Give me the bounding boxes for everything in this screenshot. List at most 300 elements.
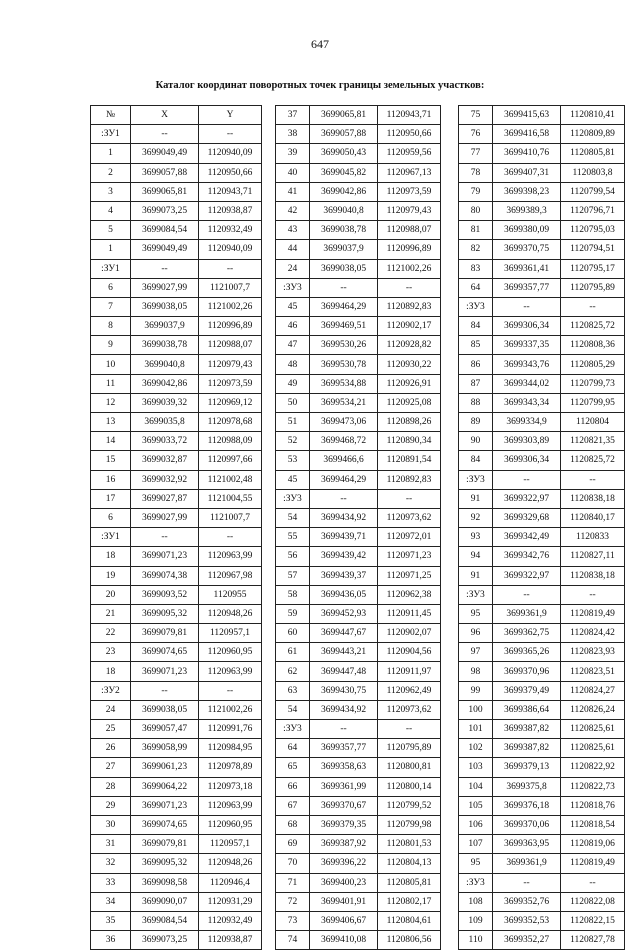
- y-coordinate-cell: 1120795,03: [561, 221, 625, 240]
- point-number-cell: 90: [459, 432, 493, 451]
- point-number-cell: 7: [91, 297, 131, 316]
- x-coordinate-cell: 3699050,43: [310, 144, 378, 163]
- table-row: [276, 681, 441, 700]
- point-number-cell: 82: [459, 240, 493, 259]
- y-coordinate-cell: 1121002,26: [378, 259, 441, 278]
- table-row: [459, 815, 625, 834]
- point-number-cell: :ЗУ1: [91, 125, 131, 144]
- point-number-cell: 46: [276, 317, 310, 336]
- y-coordinate-cell: 1120979,43: [199, 355, 262, 374]
- y-coordinate-cell: 1120963,99: [199, 547, 262, 566]
- x-coordinate-cell: 3699038,05: [131, 297, 199, 316]
- table-row: [459, 931, 625, 950]
- x-coordinate-cell: 3699352,53: [493, 911, 561, 930]
- table-row: [91, 643, 262, 662]
- y-coordinate-cell: 1120804,13: [378, 854, 441, 873]
- x-coordinate-cell: 3699074,65: [131, 643, 199, 662]
- x-coordinate-cell: 3699473,06: [310, 413, 378, 432]
- x-coordinate-cell: 3699370,96: [493, 662, 561, 681]
- y-coordinate-cell: 1120971,25: [378, 566, 441, 585]
- point-number-cell: 24: [91, 700, 131, 719]
- point-number-cell: 51: [276, 413, 310, 432]
- table-row: [459, 547, 625, 566]
- table-row: [276, 547, 441, 566]
- x-coordinate-cell: 3699049,49: [131, 144, 199, 163]
- x-coordinate-cell: 3699084,54: [131, 911, 199, 930]
- x-coordinate-cell: 3699064,22: [131, 777, 199, 796]
- table-row: [91, 911, 262, 930]
- table-row: [91, 700, 262, 719]
- table-row: [459, 528, 625, 547]
- y-coordinate-cell: 1120892,83: [378, 470, 441, 489]
- x-coordinate-cell: 3699387,92: [310, 835, 378, 854]
- point-number-cell: 13: [91, 413, 131, 432]
- table-row: [91, 854, 262, 873]
- x-coordinate-cell: 3699410,76: [493, 144, 561, 163]
- header-x: X: [131, 106, 199, 125]
- x-coordinate-cell: --: [310, 278, 378, 297]
- table-row: [91, 604, 262, 623]
- x-coordinate-cell: 3699343,34: [493, 393, 561, 412]
- y-coordinate-cell: 1120962,38: [378, 585, 441, 604]
- y-coordinate-cell: 1120802,17: [378, 892, 441, 911]
- table-row: [459, 700, 625, 719]
- y-coordinate-cell: 1120799,98: [378, 815, 441, 834]
- x-coordinate-cell: 3699352,27: [493, 931, 561, 950]
- point-number-cell: 64: [459, 278, 493, 297]
- point-number-cell: 49: [276, 374, 310, 393]
- x-coordinate-cell: 3699343,76: [493, 355, 561, 374]
- y-coordinate-cell: 1120943,71: [378, 106, 441, 125]
- y-coordinate-cell: 1120969,12: [199, 393, 262, 412]
- y-coordinate-cell: 1120940,09: [199, 144, 262, 163]
- point-number-cell: 70: [276, 854, 310, 873]
- table-row: [276, 432, 441, 451]
- point-number-cell: :ЗУ1: [91, 259, 131, 278]
- y-coordinate-cell: 1120824,42: [561, 624, 625, 643]
- point-number-cell: 43: [276, 221, 310, 240]
- table-row: [459, 432, 625, 451]
- table-row: [276, 182, 441, 201]
- parcel-header-row: [459, 585, 625, 604]
- point-number-cell: 34: [91, 892, 131, 911]
- x-coordinate-cell: 3699439,37: [310, 566, 378, 585]
- x-coordinate-cell: 3699322,97: [493, 566, 561, 585]
- y-coordinate-cell: 1120997,66: [199, 451, 262, 470]
- table-row: [91, 374, 262, 393]
- point-number-cell: 52: [276, 432, 310, 451]
- point-number-cell: 8: [91, 317, 131, 336]
- table-row: [276, 758, 441, 777]
- point-number-cell: 16: [91, 470, 131, 489]
- x-coordinate-cell: 3699434,92: [310, 508, 378, 527]
- x-coordinate-cell: 3699038,78: [310, 221, 378, 240]
- x-coordinate-cell: 3699040,8: [310, 201, 378, 220]
- point-number-cell: 84: [459, 317, 493, 336]
- point-number-cell: 29: [91, 796, 131, 815]
- y-coordinate-cell: --: [561, 470, 625, 489]
- y-coordinate-cell: 1120957,1: [199, 835, 262, 854]
- y-coordinate-cell: --: [199, 528, 262, 547]
- y-coordinate-cell: 1120978,68: [199, 413, 262, 432]
- x-coordinate-cell: 3699396,22: [310, 854, 378, 873]
- x-coordinate-cell: 3699032,87: [131, 451, 199, 470]
- page-number: 647: [311, 37, 329, 51]
- x-coordinate-cell: 3699038,05: [310, 259, 378, 278]
- x-coordinate-cell: 3699380,09: [493, 221, 561, 240]
- y-coordinate-cell: 1120911,97: [378, 662, 441, 681]
- header-no: №: [91, 106, 131, 125]
- x-coordinate-cell: 3699079,81: [131, 835, 199, 854]
- x-coordinate-cell: 3699410,08: [310, 931, 378, 950]
- point-number-cell: :ЗУ3: [276, 720, 310, 739]
- y-coordinate-cell: 1120925,08: [378, 393, 441, 412]
- table-row: [91, 739, 262, 758]
- table-row: [459, 374, 625, 393]
- y-coordinate-cell: 1120825,61: [561, 720, 625, 739]
- y-coordinate-cell: 1120795,89: [378, 739, 441, 758]
- y-coordinate-cell: --: [378, 278, 441, 297]
- x-coordinate-cell: 3699530,26: [310, 336, 378, 355]
- y-coordinate-cell: 1120946,4: [199, 873, 262, 892]
- point-number-cell: 19: [91, 566, 131, 585]
- x-coordinate-cell: --: [493, 873, 561, 892]
- table-row: [459, 508, 625, 527]
- point-number-cell: 45: [276, 297, 310, 316]
- point-number-cell: 14: [91, 432, 131, 451]
- table-row: [91, 777, 262, 796]
- point-number-cell: 96: [459, 624, 493, 643]
- x-coordinate-cell: 3699334,9: [493, 413, 561, 432]
- point-number-cell: 95: [459, 604, 493, 623]
- x-coordinate-cell: --: [310, 720, 378, 739]
- point-number-cell: 20: [91, 585, 131, 604]
- point-number-cell: 94: [459, 547, 493, 566]
- x-coordinate-cell: 3699361,9: [493, 854, 561, 873]
- point-number-cell: 77: [459, 144, 493, 163]
- table-row: [459, 336, 625, 355]
- y-coordinate-cell: 1120963,99: [199, 662, 262, 681]
- x-coordinate-cell: 3699361,99: [310, 777, 378, 796]
- point-number-cell: 63: [276, 681, 310, 700]
- parcel-header-row: [276, 278, 441, 297]
- y-coordinate-cell: 1120991,76: [199, 720, 262, 739]
- point-number-cell: :ЗУ3: [459, 585, 493, 604]
- y-coordinate-cell: 1120911,45: [378, 604, 441, 623]
- x-coordinate-cell: 3699057,47: [131, 720, 199, 739]
- point-number-cell: 80: [459, 201, 493, 220]
- x-coordinate-cell: 3699439,71: [310, 528, 378, 547]
- table-row: [91, 489, 262, 508]
- table-row: [276, 508, 441, 527]
- y-coordinate-cell: 1120950,66: [199, 163, 262, 182]
- point-number-cell: 98: [459, 662, 493, 681]
- x-coordinate-cell: 3699071,23: [131, 796, 199, 815]
- point-number-cell: 100: [459, 700, 493, 719]
- point-number-cell: 64: [276, 739, 310, 758]
- table-row: [459, 566, 625, 585]
- point-number-cell: 27: [91, 758, 131, 777]
- y-coordinate-cell: --: [561, 585, 625, 604]
- y-coordinate-cell: 1120800,81: [378, 758, 441, 777]
- table-row: [459, 182, 625, 201]
- x-coordinate-cell: 3699071,23: [131, 547, 199, 566]
- y-coordinate-cell: 1120833: [561, 528, 625, 547]
- x-coordinate-cell: 3699443,21: [310, 643, 378, 662]
- point-number-cell: 68: [276, 815, 310, 834]
- point-number-cell: 92: [459, 508, 493, 527]
- table-row: [459, 393, 625, 412]
- coordinates-table-column-2: [275, 105, 441, 950]
- table-row: [459, 758, 625, 777]
- parcel-header-row: [276, 720, 441, 739]
- point-number-cell: 6: [91, 278, 131, 297]
- x-coordinate-cell: 3699387,82: [493, 739, 561, 758]
- y-coordinate-cell: 1120822,73: [561, 777, 625, 796]
- point-number-cell: :ЗУ3: [276, 278, 310, 297]
- point-number-cell: 83: [459, 259, 493, 278]
- table-row: [91, 508, 262, 527]
- y-coordinate-cell: 1120822,92: [561, 758, 625, 777]
- table-row: [459, 796, 625, 815]
- table-row: [459, 144, 625, 163]
- x-coordinate-cell: 3699468,72: [310, 432, 378, 451]
- table-row: [91, 278, 262, 297]
- x-coordinate-cell: 3699095,32: [131, 854, 199, 873]
- point-number-cell: 60: [276, 624, 310, 643]
- y-coordinate-cell: 1120928,82: [378, 336, 441, 355]
- y-coordinate-cell: 1120809,89: [561, 125, 625, 144]
- point-number-cell: 95: [459, 854, 493, 873]
- table-row: [276, 585, 441, 604]
- y-coordinate-cell: --: [199, 259, 262, 278]
- x-coordinate-cell: 3699464,29: [310, 297, 378, 316]
- y-coordinate-cell: 1120819,49: [561, 854, 625, 873]
- point-number-cell: 24: [276, 259, 310, 278]
- table-row: [276, 317, 441, 336]
- table-row: [91, 624, 262, 643]
- y-coordinate-cell: 1120799,73: [561, 374, 625, 393]
- table-row: [91, 566, 262, 585]
- y-coordinate-cell: 1120948,26: [199, 604, 262, 623]
- table-row: [276, 892, 441, 911]
- y-coordinate-cell: 1120938,87: [199, 201, 262, 220]
- y-coordinate-cell: 1120962,49: [378, 681, 441, 700]
- y-coordinate-cell: 1120819,06: [561, 835, 625, 854]
- table-row: [276, 528, 441, 547]
- x-coordinate-cell: 3699065,81: [131, 182, 199, 201]
- point-number-cell: 22: [91, 624, 131, 643]
- table-row: [276, 125, 441, 144]
- table-row: [276, 911, 441, 930]
- parcel-header-row: [91, 681, 262, 700]
- table-row: [459, 278, 625, 297]
- x-coordinate-cell: 3699365,26: [493, 643, 561, 662]
- point-number-cell: 56: [276, 547, 310, 566]
- parcel-header-row: [459, 470, 625, 489]
- table-row: [459, 892, 625, 911]
- table-row: [91, 393, 262, 412]
- y-coordinate-cell: 1120932,49: [199, 911, 262, 930]
- x-coordinate-cell: 3699387,82: [493, 720, 561, 739]
- point-number-cell: 108: [459, 892, 493, 911]
- point-number-cell: 53: [276, 451, 310, 470]
- point-number-cell: 42: [276, 201, 310, 220]
- x-coordinate-cell: --: [131, 125, 199, 144]
- point-number-cell: 61: [276, 643, 310, 662]
- x-coordinate-cell: 3699079,81: [131, 624, 199, 643]
- point-number-cell: 102: [459, 739, 493, 758]
- x-coordinate-cell: 3699370,06: [493, 815, 561, 834]
- x-coordinate-cell: 3699389,3: [493, 201, 561, 220]
- coordinates-table-column-3: [458, 105, 625, 950]
- table-row: [276, 259, 441, 278]
- y-coordinate-cell: 1120799,54: [561, 182, 625, 201]
- table-row: [276, 662, 441, 681]
- y-coordinate-cell: 1120840,17: [561, 508, 625, 527]
- x-coordinate-cell: 3699398,23: [493, 182, 561, 201]
- point-number-cell: :ЗУ3: [459, 873, 493, 892]
- y-coordinate-cell: 1120825,72: [561, 451, 625, 470]
- x-coordinate-cell: 3699306,34: [493, 451, 561, 470]
- table-row: [276, 739, 441, 758]
- table-row: [459, 720, 625, 739]
- x-coordinate-cell: 3699042,86: [131, 374, 199, 393]
- y-coordinate-cell: 1120996,89: [199, 317, 262, 336]
- point-number-cell: 69: [276, 835, 310, 854]
- point-number-cell: 79: [459, 182, 493, 201]
- x-coordinate-cell: 3699386,64: [493, 700, 561, 719]
- table-row: [91, 835, 262, 854]
- table-row: [91, 297, 262, 316]
- point-number-cell: 66: [276, 777, 310, 796]
- x-coordinate-cell: 3699057,88: [310, 125, 378, 144]
- y-coordinate-cell: 1120898,26: [378, 413, 441, 432]
- x-coordinate-cell: 3699357,77: [310, 739, 378, 758]
- y-coordinate-cell: 1120891,54: [378, 451, 441, 470]
- x-coordinate-cell: 3699342,49: [493, 528, 561, 547]
- x-coordinate-cell: 3699342,76: [493, 547, 561, 566]
- x-coordinate-cell: 3699415,63: [493, 106, 561, 125]
- table-row: [91, 758, 262, 777]
- y-coordinate-cell: 1120973,59: [378, 182, 441, 201]
- table-row: [91, 796, 262, 815]
- x-coordinate-cell: 3699037,9: [310, 240, 378, 259]
- table-row: [459, 489, 625, 508]
- x-coordinate-cell: 3699534,88: [310, 374, 378, 393]
- x-coordinate-cell: 3699406,67: [310, 911, 378, 930]
- point-number-cell: 86: [459, 355, 493, 374]
- x-coordinate-cell: 3699039,32: [131, 393, 199, 412]
- point-number-cell: 78: [459, 163, 493, 182]
- table-row: [276, 815, 441, 834]
- point-number-cell: 15: [91, 451, 131, 470]
- y-coordinate-cell: --: [378, 720, 441, 739]
- x-coordinate-cell: 3699084,54: [131, 221, 199, 240]
- point-number-cell: 110: [459, 931, 493, 950]
- y-coordinate-cell: 1120821,35: [561, 432, 625, 451]
- x-coordinate-cell: --: [493, 470, 561, 489]
- table-row: [459, 259, 625, 278]
- y-coordinate-cell: 1120963,99: [199, 796, 262, 815]
- point-number-cell: 88: [459, 393, 493, 412]
- table-row: [276, 297, 441, 316]
- table-row: [91, 201, 262, 220]
- point-number-cell: 106: [459, 815, 493, 834]
- x-coordinate-cell: 3699071,23: [131, 662, 199, 681]
- table-row: [91, 182, 262, 201]
- point-number-cell: 30: [91, 815, 131, 834]
- table-row: [459, 624, 625, 643]
- table-row: [276, 470, 441, 489]
- y-coordinate-cell: 1120796,71: [561, 201, 625, 220]
- y-coordinate-cell: 1120801,53: [378, 835, 441, 854]
- y-coordinate-cell: 1121007,7: [199, 508, 262, 527]
- y-coordinate-cell: 1120890,34: [378, 432, 441, 451]
- parcel-header-row: [91, 259, 262, 278]
- table-row: [459, 163, 625, 182]
- table-row: [276, 336, 441, 355]
- point-number-cell: 18: [91, 547, 131, 566]
- point-number-cell: :ЗУ3: [276, 489, 310, 508]
- point-number-cell: 45: [276, 470, 310, 489]
- x-coordinate-cell: 3699074,38: [131, 566, 199, 585]
- point-number-cell: 97: [459, 643, 493, 662]
- table-row: [276, 643, 441, 662]
- table-row: [459, 681, 625, 700]
- point-number-cell: 9: [91, 336, 131, 355]
- parcel-header-row: [459, 873, 625, 892]
- table-row: [276, 624, 441, 643]
- y-coordinate-cell: 1121002,48: [199, 470, 262, 489]
- y-coordinate-cell: 1120984,95: [199, 739, 262, 758]
- table-row: [91, 432, 262, 451]
- point-number-cell: 62: [276, 662, 310, 681]
- table-row: [276, 221, 441, 240]
- x-coordinate-cell: 3699416,58: [493, 125, 561, 144]
- table-row: [276, 777, 441, 796]
- x-coordinate-cell: --: [310, 489, 378, 508]
- y-coordinate-cell: --: [378, 489, 441, 508]
- x-coordinate-cell: 3699065,81: [310, 106, 378, 125]
- table-row: [276, 854, 441, 873]
- y-coordinate-cell: 1120940,09: [199, 240, 262, 259]
- y-coordinate-cell: 1120996,89: [378, 240, 441, 259]
- point-number-cell: 17: [91, 489, 131, 508]
- y-coordinate-cell: 1120818,76: [561, 796, 625, 815]
- point-number-cell: 65: [276, 758, 310, 777]
- point-number-cell: :ЗУ1: [91, 528, 131, 547]
- point-number-cell: 107: [459, 835, 493, 854]
- x-coordinate-cell: 3699337,35: [493, 336, 561, 355]
- point-number-cell: 57: [276, 566, 310, 585]
- point-number-cell: 84: [459, 451, 493, 470]
- x-coordinate-cell: 3699027,87: [131, 489, 199, 508]
- x-coordinate-cell: 3699329,68: [493, 508, 561, 527]
- point-number-cell: 1: [91, 144, 131, 163]
- x-coordinate-cell: 3699073,25: [131, 201, 199, 220]
- point-number-cell: 6: [91, 508, 131, 527]
- x-coordinate-cell: 3699027,99: [131, 508, 199, 527]
- table-row: [459, 604, 625, 623]
- point-number-cell: 11: [91, 374, 131, 393]
- x-coordinate-cell: 3699035,8: [131, 413, 199, 432]
- table-row: [459, 662, 625, 681]
- y-coordinate-cell: --: [561, 873, 625, 892]
- y-coordinate-cell: --: [561, 297, 625, 316]
- table-row: [91, 413, 262, 432]
- y-coordinate-cell: 1120955: [199, 585, 262, 604]
